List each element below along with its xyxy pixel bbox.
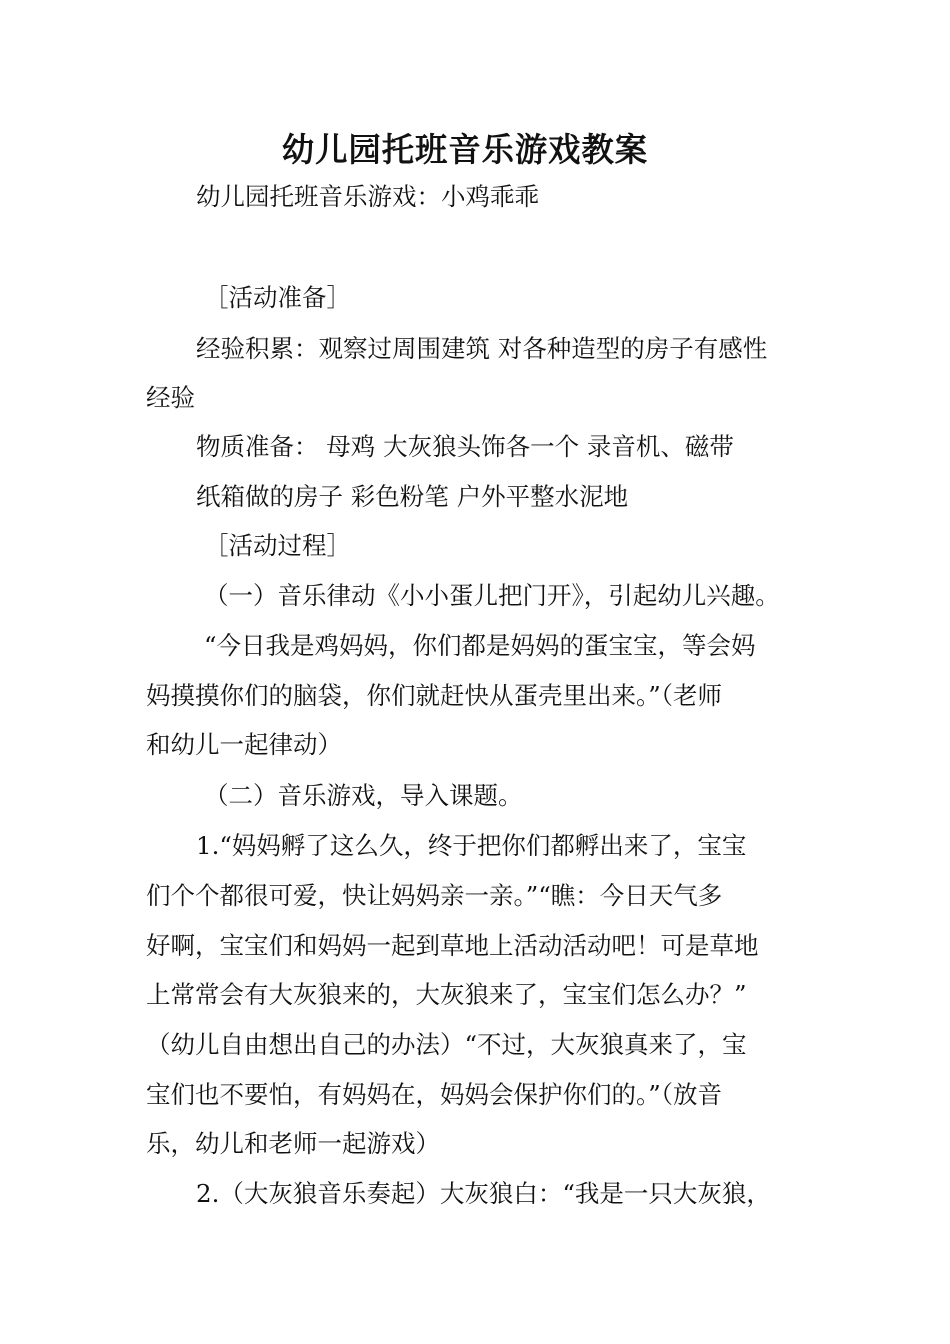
section-heading-preparation: ［活动准备］ <box>204 283 351 312</box>
paragraph-line: 宝们也不要怕，有妈妈在，妈妈会保护你们的。”（放音 <box>146 1080 723 1109</box>
paragraph-line: 和幼儿一起律动） <box>146 730 342 759</box>
paragraph-line: （幼儿自由想出自己的办法）“不过，大灰狼真来了，宝 <box>146 1030 747 1059</box>
paragraph-line: 乐，幼儿和老师一起游戏） <box>146 1129 440 1158</box>
paragraph-line: 们个个都很可爱，快让妈妈亲一亲。”“瞧：今日天气多 <box>146 881 723 910</box>
section-heading-process: ［活动过程］ <box>204 531 351 560</box>
paragraph-line: 1.“妈妈孵了这么久，终于把你们都孵出来了，宝宝 <box>196 831 747 860</box>
paragraph-line: 物质准备： 母鸡 大灰狼头饰各一个 录音机、磁带 <box>196 432 734 461</box>
paragraph-line: 纸箱做的房子 彩色粉笔 户外平整水泥地 <box>196 482 629 511</box>
paragraph-line: “今日我是鸡妈妈，你们都是妈妈的蛋宝宝，等会妈 <box>204 631 756 660</box>
paragraph-line: 上常常会有大灰狼来的，大灰狼来了，宝宝们怎么办？” <box>146 980 747 1009</box>
paragraph-line: （一）音乐律动《小小蛋儿把门开》，引起幼儿兴趣。 <box>204 581 780 610</box>
paragraph-line: 经验 <box>146 383 195 412</box>
document-title: 幼儿园托班音乐游戏教案 <box>281 130 649 169</box>
paragraph-line: （二）音乐游戏，导入课题。 <box>204 781 523 810</box>
paragraph-line: 妈摸摸你们的脑袋，你们就赶快从蛋壳里出来。”（老师 <box>146 681 723 710</box>
paragraph-line: 好啊，宝宝们和妈妈一起到草地上活动活动吧！可是草地 <box>146 931 759 960</box>
subtitle-line: 幼儿园托班音乐游戏：小鸡乖乖 <box>196 182 539 211</box>
paragraph-line: 经验积累：观察过周围建筑 对各种造型的房子有感性 <box>196 334 768 363</box>
paragraph-line: 2.（大灰狼音乐奏起）大灰狼白：“我是一只大灰狼， <box>196 1179 771 1208</box>
